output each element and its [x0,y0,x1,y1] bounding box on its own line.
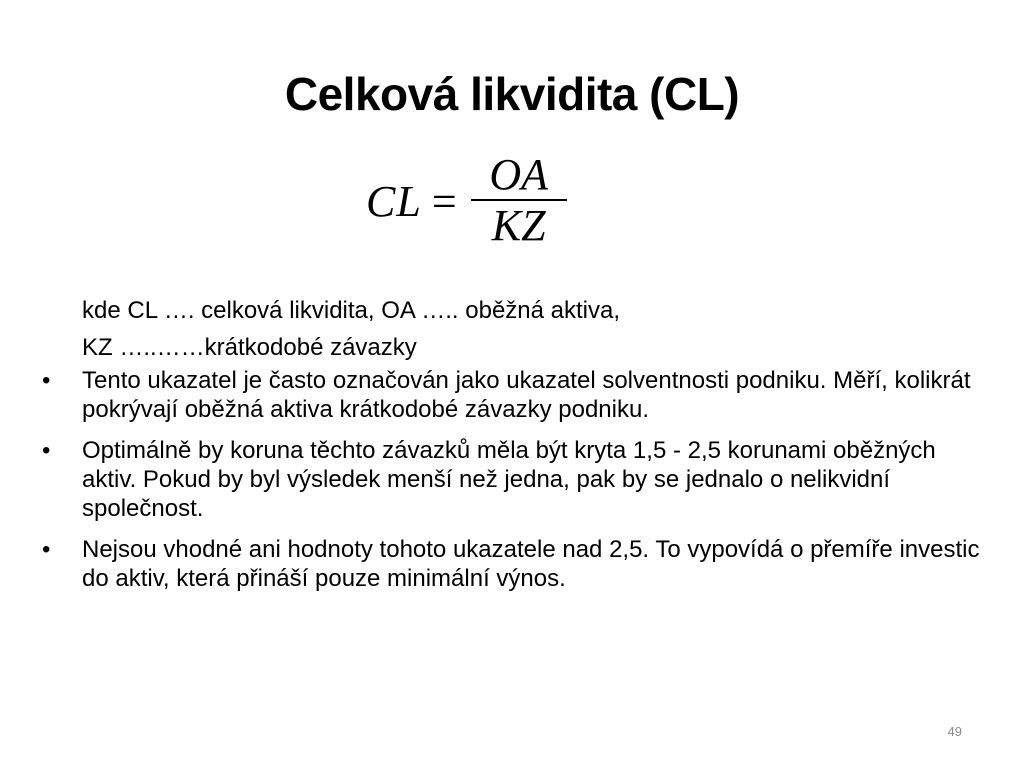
formula-equals: = [431,176,457,226]
formula-fraction [471,151,567,251]
slide-body [40,292,990,605]
formula-denominator: KZ [491,201,546,250]
page-number: 49 [947,724,962,739]
bullet-text-1: Tento ukazatel je často označován jako ukazatel solventnosti podniku. Měří, kolikrát pokrývají oběžná aktiva krátkodobé závazky podniku. [82,367,971,423]
formula-numerator: OA [489,150,548,199]
bullet-icon: • [42,536,51,563]
bullet-item-3 [40,535,990,593]
definition-line-1: kde CL …. celková likvidita, OA ….. oběžná aktiva, [82,297,621,324]
definition-line-2: KZ …..……krátkodobé závazky [82,334,417,361]
slide-title: Celková likvidita (CL) [284,68,740,120]
bullet-item-1 [40,366,990,424]
bullet-item-2 [40,436,990,523]
bullet-icon: • [42,367,51,394]
liquidity-formula [366,146,567,256]
bullet-icon: • [42,437,51,464]
formula-lhs: CL [366,176,422,226]
bullet-text-2: Optimálně by koruna těchto závazků měla být kryta 1,5 - 2,5 korunami oběžných aktiv. Pokud by byl výsledek menší než jedna, pak by se jednalo o nelikvidní společnost. [82,437,936,522]
bullet-text-3: Nejsou vhodné ani hodnoty tohoto ukazatele nad 2,5. To vypovídá o přemíře investic do aktiv, která přináší pouze minimální výnos. [82,536,980,592]
